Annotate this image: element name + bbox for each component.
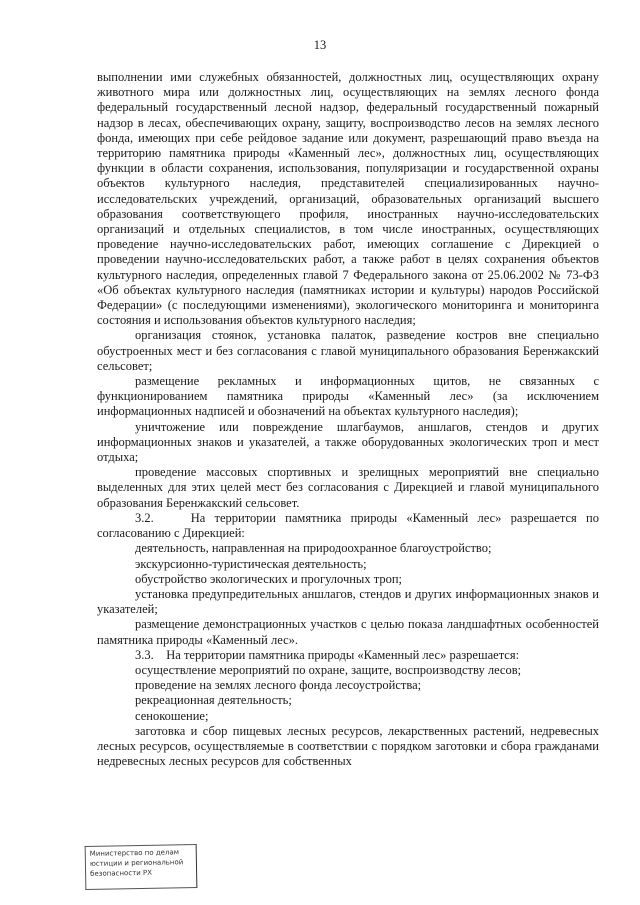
list-item: установка предупредительных аншлагов, стендов и других информационных знаков и указателей; [97, 586, 599, 617]
list-item: проведение на землях лесного фонда лесоустройства; [135, 678, 422, 693]
document-body [97, 70, 599, 769]
list-item: заготовка и сбор пищевых лесных ресурсов, лекарственных растений, недревесных лесных ресурсов, осуществляемые в соответствии с порядком заготовки и сбора гражданами недревесных лесных ресурсов для собственных [97, 723, 599, 769]
stamp-line: Министерство по делам [89, 848, 180, 858]
paragraph-continuation: выполнении ими служебных обязанностей, должностных лиц, осуществляющих охрану животного мира или должностных лиц, осуществляющих на землях лесного фонда федеральный государственный лесной надзор, федеральный государственный пожарный надзор в лесах, обеспечивающих охрану, защиту, воспроизводство лесов на землях лесного фонда, имеющих при себе рейдовое задание или документ, разрешающий право въезда на территорию памятника природы «Каменный лес», должностных лиц, осуществляющих функции в области сохранения, использования, популяризации и государственной охраны объектов культурного наследия, представителей специализированных научно-исследовательских учреждений, организаций, образовательных организаций высшего образования соответствующего профиля, иностранных научно-исследовательских организаций и отдельных специалистов, в том числе иностранных, осуществляющих проведение научно-исследовательских работ, имеющих соглашение с Дирекцией о проведении научно-исследовательских работ, а также работ в целях сохранения объектов культурного наследия, определенных главой 7 Федерального закона от 25.06.2002 № 73-ФЗ «Об объектах культурного наследия (памятниках истории и культуры) народов Российской Федерации» (с последующими изменениями), экологического мониторинга и мониторинга состояния и использования объектов культурного наследия; [97, 70, 599, 328]
list-item: размещение рекламных и информационных щитов, не связанных с функционированием памятника природы «Каменный лес» (за исключением информационных надписей и обозначений на объектах культурного наследия); [97, 374, 599, 419]
page-number: 13 [313, 38, 327, 52]
registration-stamp [85, 844, 198, 890]
list-item: проведение массовых спортивных и зрелищных мероприятий вне специально выделенных для этих целей мест без согласования с Дирекцией и главой муниципального образования Беренжакский сельсовет. [97, 465, 599, 510]
list-item: размещение демонстрационных участков с целью показа ландшафтных особенностей памятника природы «Каменный лес». [97, 617, 599, 647]
list-item: рекреационная деятельность; [135, 693, 292, 708]
list-item: экскурсионно-туристическая деятельность; [135, 556, 367, 571]
stamp-line: безопасности РХ [90, 868, 153, 878]
section-3-2-heading: 3.2. На территории памятника природы «Каменный лес» разрешается по согласованию с Дирекцией: [97, 510, 599, 541]
list-item: обустройство экологических и прогулочных троп; [135, 571, 402, 586]
list-item: осуществление мероприятий по охране, защите, воспроизводству лесов; [135, 662, 522, 677]
list-item: организация стоянок, установка палаток, разведение костров вне специально обустроенных мест и без согласования с главой муниципального образования Беренжакский сельсовет; [97, 328, 599, 373]
list-item: деятельность, направленная на природоохранное благоустройство; [135, 541, 492, 556]
section-3-3-heading: 3.3. На территории памятника природы «Каменный лес» разрешается: [135, 647, 520, 662]
list-item: уничтожение или повреждение шлагбаумов, аншлагов, стендов и других информационных знаков и указателей, а также оборудованных экологических троп и мест отдыха; [97, 419, 599, 465]
stamp-line: юстиции и региональной [89, 858, 184, 868]
list-item: сенокошение; [135, 708, 209, 723]
